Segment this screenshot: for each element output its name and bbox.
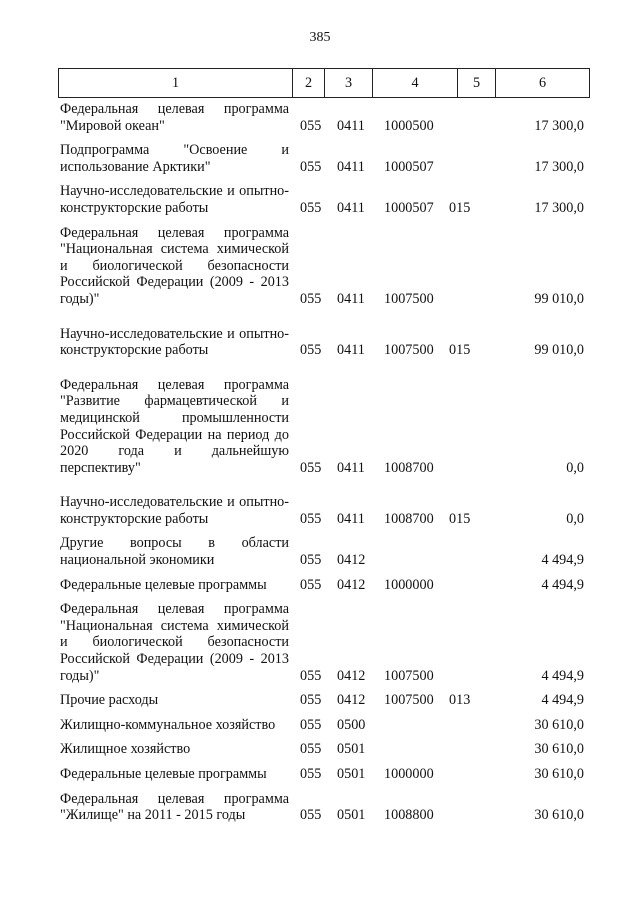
header-col-1: 1	[59, 69, 293, 97]
row-code-4: 1008700	[384, 459, 434, 476]
row-code-3: 0501	[337, 766, 366, 782]
row-name: Жилищно-коммунальное хозяйство	[60, 716, 276, 733]
row-amount: 30 610,0	[534, 807, 584, 824]
header-col-6: 6	[538, 74, 547, 91]
row-amount: 30 610,0	[534, 766, 584, 782]
row-name: Федеральная целевая программа "Национальная система химической и биологической безопасности Российской Федерации (2009 - 2013 годы)"	[60, 601, 289, 684]
row-code-4: 1000500	[384, 117, 434, 134]
row-code-3: 0411	[337, 290, 365, 307]
table-row	[0, 142, 640, 175]
row-code-4: 1007500	[384, 667, 434, 684]
row-amount: 99 010,0	[534, 290, 584, 307]
row-name: Федеральные целевые программы	[60, 576, 267, 593]
row-code-4: 1007500	[384, 692, 434, 709]
row-name: Жилищное хозяйство	[60, 741, 191, 758]
row-name: Научно-исследовательские и опытно-конструкторские работы	[60, 494, 289, 527]
row-code-2: 055	[300, 117, 322, 134]
row-name: Научно-исследовательские и опытно-конструкторские работы	[60, 183, 289, 216]
row-code-4: 1000000	[384, 576, 434, 593]
row-name: Другие вопросы в области национальной экономики	[60, 535, 289, 569]
row-name: Подпрограмма "Освоение и использование Арктики"	[60, 142, 289, 175]
row-code-3: 0412	[337, 667, 366, 684]
row-code-2: 055	[300, 290, 322, 307]
row-code-2: 055	[300, 199, 322, 216]
row-amount: 4 494,9	[541, 552, 584, 569]
row-code-2: 055	[300, 667, 322, 684]
row-code-3: 0412	[337, 692, 366, 709]
table-row	[0, 535, 640, 568]
table-row	[0, 766, 640, 783]
row-amount: 17 300,0	[534, 158, 584, 175]
row-code-5: 015	[449, 199, 471, 216]
row-code-2: 055	[300, 716, 322, 733]
table-row	[0, 101, 640, 134]
table-row	[0, 577, 640, 594]
row-code-5: 013	[449, 692, 471, 709]
row-code-5: 015	[449, 342, 471, 359]
row-amount: 17 300,0	[534, 117, 584, 134]
row-name: Федеральная целевая программа "Жилище" на 2011 - 2015 годы	[60, 790, 289, 824]
table-row	[0, 225, 640, 308]
row-name: Федеральные целевые программы	[60, 766, 267, 782]
row-code-3: 0411	[337, 158, 365, 175]
row-code-3: 0411	[337, 459, 365, 476]
table-header	[58, 68, 590, 98]
table-row	[0, 494, 640, 527]
row-amount: 4 494,9	[541, 667, 584, 684]
row-code-2: 055	[300, 158, 322, 175]
table-row	[0, 692, 640, 709]
row-amount: 4 494,9	[541, 692, 584, 709]
row-amount: 99 010,0	[534, 342, 584, 359]
table-row	[0, 601, 640, 684]
row-code-2: 055	[300, 576, 322, 593]
row-amount: 30 610,0	[534, 741, 584, 758]
table-row	[0, 717, 640, 734]
row-code-2: 055	[300, 342, 322, 359]
row-name: Прочие расходы	[60, 692, 159, 709]
row-amount: 30 610,0	[534, 716, 584, 733]
row-code-3: 0501	[337, 741, 366, 758]
row-code-2: 055	[300, 807, 322, 824]
row-code-4: 1000507	[384, 199, 434, 216]
table-row	[0, 741, 640, 758]
row-amount: 0,0	[566, 459, 584, 476]
header-col-2: 2	[293, 69, 325, 97]
row-amount: 4 494,9	[541, 576, 584, 593]
row-code-2: 055	[300, 552, 322, 569]
row-code-3: 0501	[337, 807, 366, 824]
row-code-2: 055	[300, 741, 322, 758]
header-col-5: 5	[458, 69, 496, 97]
row-code-2: 055	[300, 510, 322, 527]
row-code-3: 0411	[337, 510, 365, 527]
row-code-5: 015	[449, 510, 471, 527]
row-code-4: 1007500	[384, 342, 434, 359]
row-code-4: 1007500	[384, 290, 434, 307]
row-amount: 0,0	[566, 510, 584, 527]
header-col-4: 4	[373, 69, 458, 97]
table-row	[0, 377, 640, 477]
row-code-4: 1000507	[384, 158, 434, 175]
table-row	[0, 791, 640, 824]
row-code-3: 0411	[337, 342, 365, 359]
table-row	[0, 326, 640, 359]
row-code-2: 055	[300, 766, 322, 782]
table-body	[0, 101, 640, 832]
row-name: Федеральная целевая программа "Мировой океан"	[60, 101, 289, 134]
row-code-4: 1008700	[384, 510, 434, 527]
row-code-2: 055	[300, 692, 322, 709]
row-name: Научно-исследовательские и опытно-конструкторские работы	[60, 325, 289, 359]
row-code-3: 0500	[337, 716, 366, 733]
row-code-2: 055	[300, 459, 322, 476]
row-amount: 17 300,0	[534, 199, 584, 216]
row-code-4: 1008800	[384, 807, 434, 824]
table-row	[0, 183, 640, 216]
row-code-3: 0412	[337, 576, 366, 593]
row-code-3: 0412	[337, 552, 366, 569]
row-code-4: 1000000	[384, 766, 434, 782]
row-name: Федеральная целевая программа "Национальная система химической и биологической безопасности Российской Федерации (2009 - 2013 годы)"	[60, 224, 289, 307]
row-code-3: 0411	[337, 117, 365, 134]
page-number: 385	[309, 30, 331, 45]
header-col-3: 3	[325, 69, 373, 97]
row-code-3: 0411	[337, 199, 365, 216]
row-name: Федеральная целевая программа "Развитие фармацевтической и медицинской промышленности Российской Федерации на период до 2020 года и дальнейшую перспективу"	[60, 376, 289, 476]
